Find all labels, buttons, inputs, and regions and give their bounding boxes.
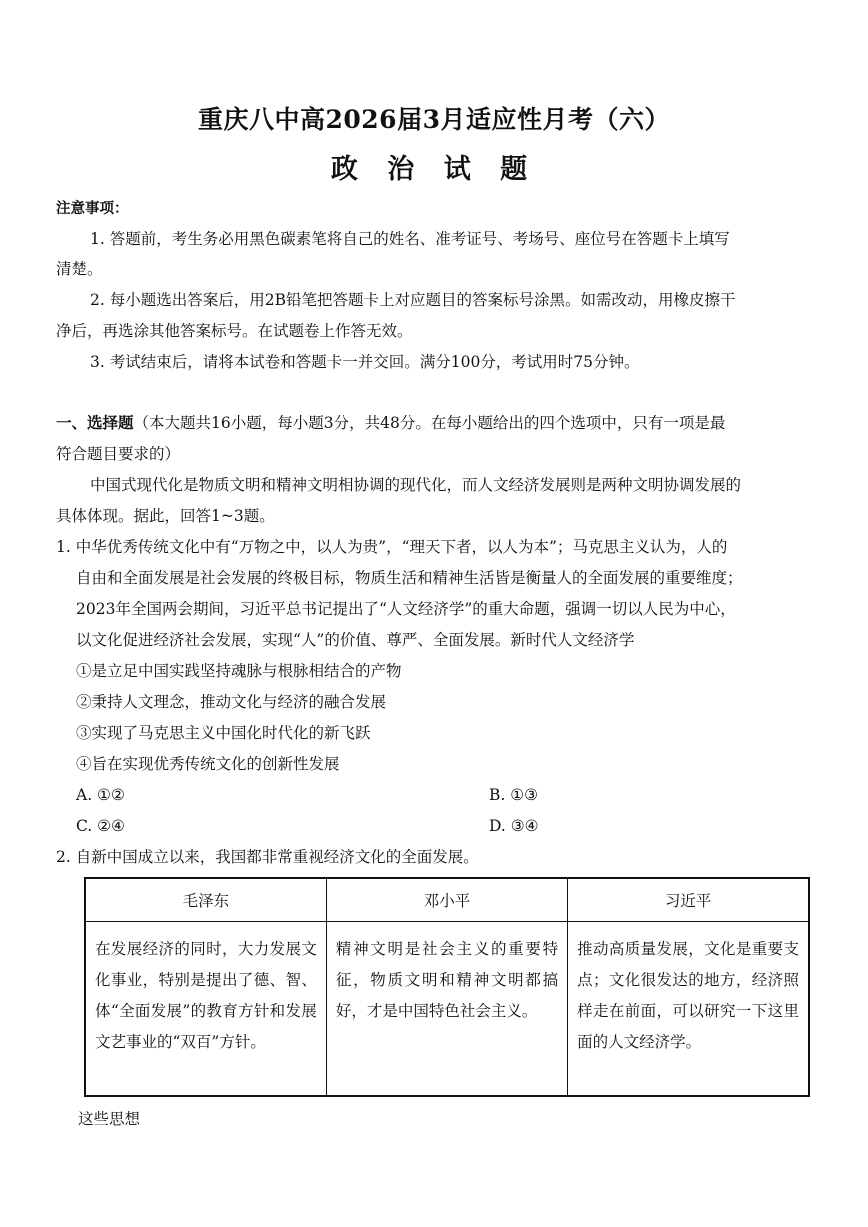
- question-1-statement: ③实现了马克思主义中国化时代化的新飞跃: [76, 724, 371, 742]
- material-intro-line: 具体体现。据此，回答1~3题。: [56, 507, 275, 525]
- question-1-option-c: C. ②④: [76, 817, 125, 835]
- question-1-stem: 2023年全国两会期间，习近平总书记提出了“人文经济学”的重大命题，强调一切以人民为中心，: [76, 600, 736, 618]
- question-2-stem: 2. 自新中国成立以来，我国都非常重视经济文化的全面发展。: [56, 848, 479, 866]
- notice-heading: 注意事项：: [56, 201, 129, 217]
- notice-line: 净后，再选涂其他答案标号。在试题卷上作答无效。: [56, 322, 413, 340]
- table-row: [85, 922, 809, 1097]
- exam-subject-title: 政 治 试 题: [330, 154, 538, 185]
- table-header-row: [85, 878, 809, 922]
- exam-title: 重庆八中高2026届3月适应性月考（六）: [198, 105, 670, 134]
- leaders-thought-table: [84, 877, 810, 1097]
- table-header-cell: 习近平: [568, 878, 809, 922]
- notice-line: 3. 考试结束后，请将本试卷和答题卡一并交回。满分100分，考试用时75分钟。: [90, 353, 640, 371]
- notice-line: 1. 答题前，考生务必用黑色碳素笔将自己的姓名、准考证号、考场号、座位号在答题卡上填写: [90, 230, 730, 248]
- question-1-statement: ②秉持人文理念，推动文化与经济的融合发展: [76, 693, 387, 711]
- question-1-stem: 以文化促进经济社会发展，实现“人”的价值、尊严、全面发展。新时代人文经济学: [76, 631, 635, 649]
- table-cell: 推动高质量发展，文化是重要支点；文化很发达的地方，经济照样走在前面，可以研究一下这里面的人文经济学。: [568, 922, 809, 1097]
- table-header-cell: 邓小平: [326, 878, 567, 922]
- section-description: （本大题共16小题，每小题3分，共48分。在每小题给出的四个选项中，只有一项是最: [133, 414, 726, 432]
- table-cell: 精神文明是社会主义的重要特征，物质文明和精神文明都搞好，才是中国特色社会主义。: [326, 922, 567, 1097]
- material-intro-line: 中国式现代化是物质文明和精神文明相协调的现代化，而人文经济发展则是两种文明协调发展的: [90, 476, 742, 494]
- section-heading-line: [56, 412, 725, 434]
- table-cell: 在发展经济的同时，大力发展文化事业，特别是提出了德、智、体“全面发展”的教育方针和发展文艺事业的“双百”方针。: [85, 922, 326, 1097]
- question-1-stem: 1. 中华优秀传统文化中有“万物之中，以人为贵”，“理天下者，以人为本”；马克思主义认为，人的: [56, 538, 728, 556]
- notice-line: 清楚。: [56, 260, 103, 278]
- question-1-option-a: A. ①②: [76, 786, 125, 804]
- question-1-statement: ④旨在实现优秀传统文化的创新性发展: [76, 755, 340, 773]
- section-heading: 一、选择题: [56, 413, 134, 432]
- notice-line: 2. 每小题选出答案后，用2B铅笔把答题卡上对应题目的答案标号涂黑。如需改动，用橡皮擦干: [90, 291, 736, 309]
- question-2-tail: 这些思想: [78, 1110, 141, 1128]
- question-1-statement: ①是立足中国实践坚持魂脉与根脉相结合的产物: [76, 662, 402, 680]
- question-1-stem: 自由和全面发展是社会发展的终极目标，物质生活和精神生活皆是衡量人的全面发展的重要维度；: [76, 569, 743, 587]
- question-1-option-b: B. ①③: [489, 786, 539, 804]
- table-header-cell: 毛泽东: [85, 878, 326, 922]
- question-1-option-d: D. ③④: [489, 817, 539, 835]
- section-description-cont: 符合题目要求的）: [56, 445, 181, 463]
